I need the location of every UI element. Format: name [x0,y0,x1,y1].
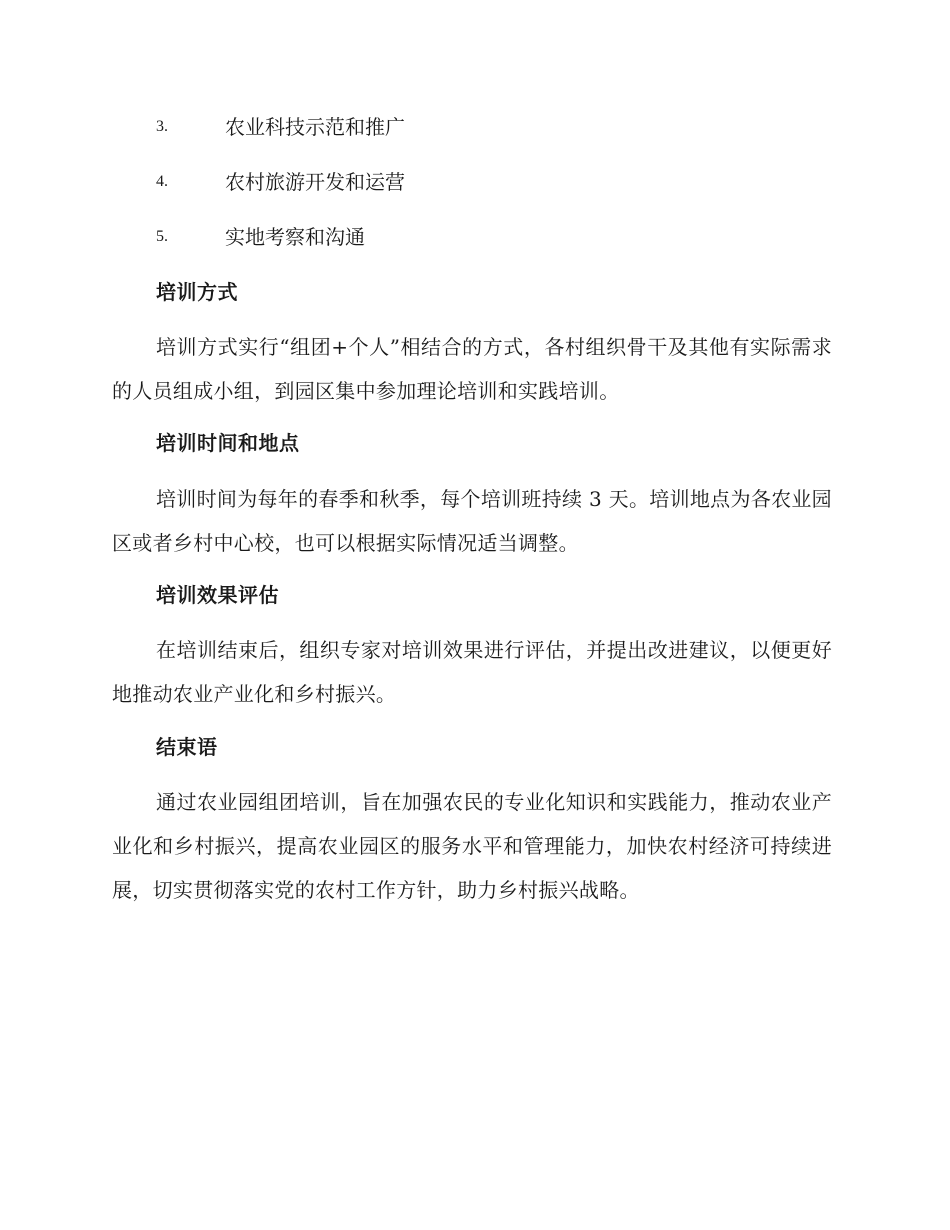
section-body-time-location: 培训时间为每年的春季和秋季，每个培训班持续 3 天。培训地点为各农业园区或者乡村中心校，也可以根据实际情况适当调整。 [112,487,832,555]
list-item-number: 5. [156,228,168,245]
list-item-number: 4. [156,173,168,190]
list-item [0,217,950,257]
list-item [0,107,950,147]
list-item [0,162,950,202]
section-body-conclusion: 通过农业园组团培训，旨在加强农民的专业化知识和实践能力，推动农业产业化和乡村振兴，提高农业园区的服务水平和管理能力，加快农村经济可持续进展，切实贯彻落实党的农村工作方针，助力乡村振兴战略。 [112,790,832,902]
section-body-evaluation: 在培训结束后，组织专家对培训效果进行评估，并提出改进建议，以便更好地推动农业产业化和乡村振兴。 [112,638,832,706]
section-heading-conclusion: 结束语 [156,735,218,759]
section-heading-evaluation: 培训效果评估 [156,583,279,607]
list-item-text: 农业科技示范和推广 [225,115,405,139]
list-item-text: 实地考察和沟通 [225,225,365,249]
section-heading-training-method: 培训方式 [156,280,238,304]
section-heading-time-location: 培训时间和地点 [156,431,300,455]
list-item-text: 农村旅游开发和运营 [225,170,405,194]
list-item-number: 3. [156,118,168,135]
section-body-training-method: 培训方式实行“组团+个人”相结合的方式，各村组织骨干及其他有实际需求的人员组成小组，到园区集中参加理论培训和实践培训。 [112,335,832,403]
